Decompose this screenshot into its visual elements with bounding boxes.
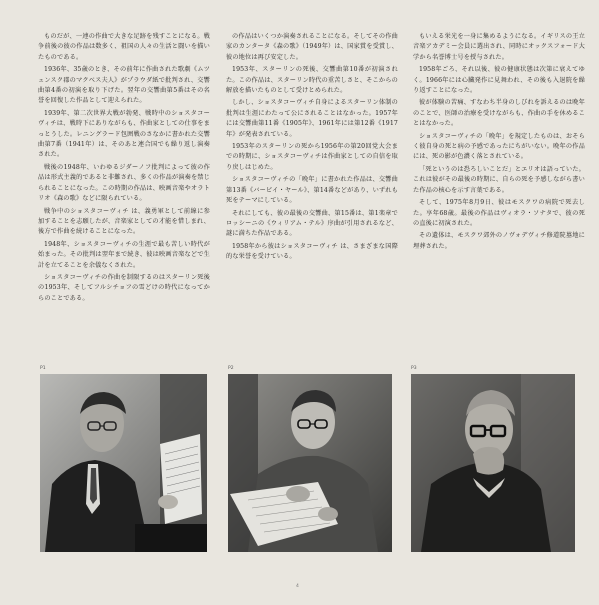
paragraph: 1953年のスターリンの死から1956年の第20回党大会までの時期に、ショスタコーヴィチは作曲家としての自信を取り戻しはじめた。	[226, 143, 398, 171]
page-number: 4	[296, 584, 299, 589]
paragraph: それにしても、彼の最後の交響曲、第15番は、第1楽章でロッシーニの《ウィリアム・テル》序曲が引用されるなど、謎に満ちた作品である。	[226, 209, 398, 238]
photo-caption-3: P3	[411, 366, 417, 371]
paragraph: ショスタコーヴィチの「晩年」に書かれた作品は、交響曲第13番《バービイ・ヤール》、第14番などがあり、いずれも死をテーマにしている。	[226, 176, 398, 205]
paragraph: 1958年から彼はショスタコーヴィチ は、さまざまな国際的な栄誉を受けている。	[226, 242, 398, 261]
paragraph: 1948年、ショスタコーヴィチの生涯で最も苦しい時代が始まった。その批判は翌年まで続き、彼は映画音楽などで生計を立てることを余儀なくされた。	[38, 240, 210, 269]
text-column-2	[226, 32, 398, 352]
paragraph: 1939年、第二次世界大戦が勃発、戦時中のショスタコーヴィチは、戦時下にありながらも、作曲家としての仕事をまっとうした。レニングラード包囲戦のさなかに書かれた交響曲第7番（1941年）は、そのあと連合国でも繰り返し演奏された。	[38, 109, 210, 159]
paragraph: 1958年ごろ、それ以後、彼の健康状態は次第に衰えてゆく。1966年には心臓発作に見舞われ、その後も入退院を繰り返すことになった。	[413, 66, 585, 95]
paragraph: ものだが、一連の作曲で大きな足跡を残すことになる。戦争前後の彼の作品は数多く、祖国の人々の生活と闘いを描いたものである。	[38, 33, 210, 61]
paragraph: その遺体は、モスクワ郊外のノヴォデヴィチ修道院墓地に埋葬された。	[413, 232, 585, 250]
text-column-3	[413, 32, 585, 352]
photo-caption-2: P2	[228, 366, 234, 371]
paragraph: 戦後の1948年、いわゆるジダーノフ批判によって彼の作品は形式主義的であると非難され、多くの作品が演奏を禁じられることになった。この時期の作品は、映画音楽やオラトリオ《森の歌》などに限られている。	[38, 163, 210, 203]
paragraph: 彼が体験の苦痛、すなわち半身のしびれを訴えるのは晩年のことで、医師の治療を受けながらも、作曲の手を休めることはなかった。	[413, 99, 585, 128]
paragraph: そして、1975年8月9日、彼はモスクワの病院で死去した。享年68歳。最後の作品はヴィオラ・ソナタで、彼の死の直後に初演された。	[413, 199, 585, 227]
paragraph: ショスタコーヴィチの作曲を制限するのはスターリン死後の1953年、そしてフルシチョフの雪どけの時代になってからのことである。	[38, 273, 210, 302]
photo-composer-portrait	[411, 374, 575, 552]
paragraph: もいえる栄光を一身に集めるようになる。イギリスの王立音楽アカデミー会員に選出され、同時にオックスフォード大学から名誉博士号を授与された。	[413, 33, 585, 61]
paragraph: の作品はいくつか演奏されることになる。そしてその作曲家のカンタータ《森の歌》（1949年）は、国家賞を受賞し、彼の地位は再び安定した。	[226, 33, 398, 61]
photo-caption-1: P1	[40, 366, 46, 371]
paragraph: 戦争中のショスタコーヴィチ は、義勇軍として前線に参加することを志願したが、音楽家としての才能を惜しまれ、後方で作曲を続けることになった。	[38, 207, 210, 236]
photo-composer-reading	[228, 374, 392, 552]
paragraph: ショスタコーヴィチの「晩年」を規定したものは、おそらく彼自身の死と病の予感であったにちがいない。晩年の作品には、死の影が色濃く落とされている。	[413, 132, 585, 161]
photo-composer-at-piano	[40, 374, 207, 552]
paragraph: しかし、ショスタコーヴィチ自身によるスターリン体制の批判は生涯にわたって公にされることはなかった。1957年には交響曲第11番《1905年》、1961年には第12番《1917年》が発表されている。	[226, 99, 398, 138]
paragraph: 「死というのは恐ろしいことだ」とエリオは語っていた。これは彼がその最後の時期に、自らの死を予感しながら書いた作品の核心を示す言葉である。	[413, 165, 585, 194]
paragraph: 1953年、スターリンの死後、交響曲第10番が初演された。この作品は、スターリン時代の重苦しさと、そこからの解放を描いたものとして受けとめられた。	[226, 66, 398, 95]
paragraph: 1936年、35歳のとき、その前年に作曲された歌劇《ムツェンスク郡のマクベス夫人》がプラウダ紙で批判され、交響曲第4番の初演を取り下げた。翌年の交響曲第5番はその名誉を回復した作品として迎えられた。	[38, 66, 210, 105]
text-column-1	[38, 32, 210, 352]
